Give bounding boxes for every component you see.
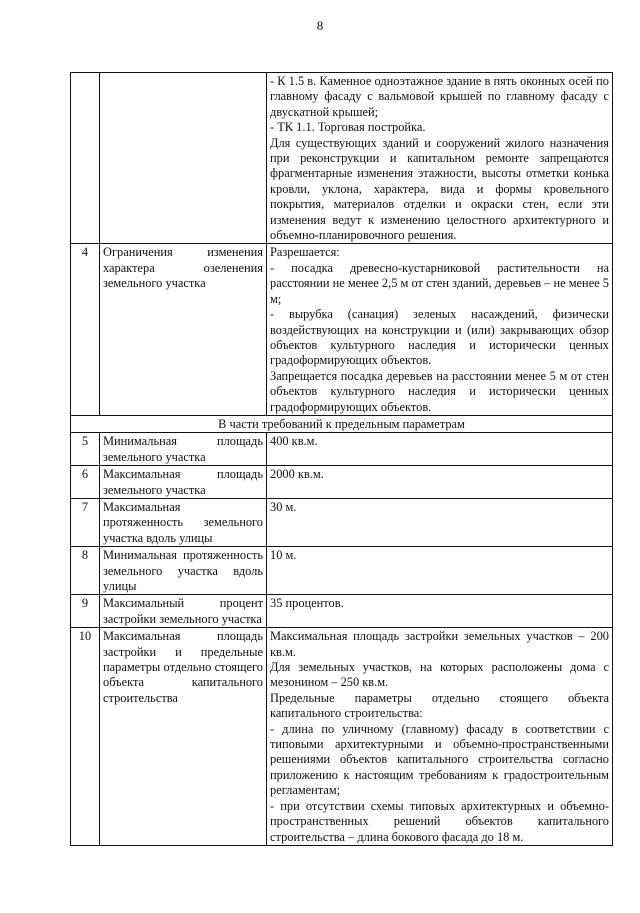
row-number-cell bbox=[71, 73, 100, 244]
row-label: Минимальная протяженность земельного участка вдоль улицы bbox=[100, 547, 267, 595]
value-line: - вырубка (санация) зеленых насаждений, физически воздействующих на конструкции и (или) закрывающих обзор объектов культурного наследия и исторически ценных градоформирующих объектов. bbox=[270, 307, 609, 368]
row-value: 400 кв.м. bbox=[267, 433, 613, 466]
section-title: В части требований к предельным параметрам bbox=[71, 415, 613, 432]
value-line: Для земельных участков, на которых расположены дома с мезонином – 250 кв.м. bbox=[270, 660, 609, 690]
row-number: 6 bbox=[71, 466, 100, 499]
row-number: 5 bbox=[71, 433, 100, 466]
row-label: Максимальная площадь застройки и предельные параметры отдельно стоящего объекта капитального строительства bbox=[100, 628, 267, 846]
table-row bbox=[71, 498, 613, 546]
value-line: Максимальная площадь застройки земельных участков – 200 кв.м. bbox=[270, 629, 609, 659]
table-row bbox=[71, 628, 613, 846]
value-line: Разрешается: bbox=[270, 245, 340, 260]
table-row bbox=[71, 547, 613, 595]
value-line: - ТК 1.1. Торговая постройка. bbox=[270, 120, 426, 135]
value-line: - длина по уличному (главному) фасаду в соответствии с типовыми архитектурными и объемно-пространственными решениями объектов капитального строительства согласно приложению к настоящим требованиям к градостроительным регламентам; bbox=[270, 721, 609, 798]
row-number: 10 bbox=[71, 628, 100, 846]
row-value: 30 м. bbox=[267, 498, 613, 546]
value-line: Для существующих зданий и сооружений жилого назначения при реконструкции и капитальном ремонте запрещаются фрагментарные изменения этажности, высоты отметки конька кровли, уклона, характера, вида и формы кровельного покрытия, материалов отделки и окраски стен, если эти изменения ведут к изменению целостного архитектурного и объемно-планировочного решения. bbox=[270, 135, 609, 243]
row-label: Максимальная протяженность земельного участка вдоль улицы bbox=[100, 498, 267, 546]
value-line: Запрещается посадка деревьев на расстоянии менее 5 м от стен объектов культурного наследия и исторически ценных градоформирующих объектов. bbox=[270, 368, 609, 414]
value-line: - К 1.5 в. Каменное одноэтажное здание в пять оконных осей по главному фасаду с вальмовой крышей по главному фасаду с двускатной крышей; bbox=[270, 74, 609, 119]
row-value-cell bbox=[267, 73, 613, 244]
row-label: Ограничения изменения характера озеленения земельного участка bbox=[100, 244, 267, 415]
table-row bbox=[71, 73, 613, 244]
page-number: 8 bbox=[316, 18, 324, 33]
row-value-cell bbox=[267, 628, 613, 846]
value-line: - при отсутствии схемы типовых архитектурных и объемно-пространственных решений объектов капитального строительства – длина бокового фасада до 18 м. bbox=[270, 798, 609, 844]
table-row bbox=[71, 433, 613, 466]
section-row bbox=[71, 415, 613, 432]
value-line: Предельные параметры отдельно стоящего объекта капитального строительства: bbox=[270, 690, 609, 721]
row-label: Максимальная площадь земельного участка bbox=[100, 466, 267, 499]
table-row bbox=[71, 244, 613, 415]
value-line: - посадка древесно-кустарниковой растительности на расстоянии не менее 2,5 м от стен зданий, деревьев – не менее 5 м; bbox=[270, 260, 609, 306]
row-number: 7 bbox=[71, 498, 100, 546]
table-row bbox=[71, 595, 613, 628]
row-number: 9 bbox=[71, 595, 100, 628]
table-row bbox=[71, 466, 613, 499]
row-value: 10 м. bbox=[267, 547, 613, 595]
regulations-table bbox=[70, 72, 613, 846]
row-number: 4 bbox=[71, 244, 100, 415]
row-label-cell bbox=[100, 73, 267, 244]
row-value: 2000 кв.м. bbox=[267, 466, 613, 499]
row-number: 8 bbox=[71, 547, 100, 595]
row-value: 35 процентов. bbox=[267, 595, 613, 628]
row-label: Максимальный процент застройки земельного участка bbox=[100, 595, 267, 628]
row-value-cell bbox=[267, 244, 613, 415]
row-label: Минимальная площадь земельного участка bbox=[100, 433, 267, 466]
